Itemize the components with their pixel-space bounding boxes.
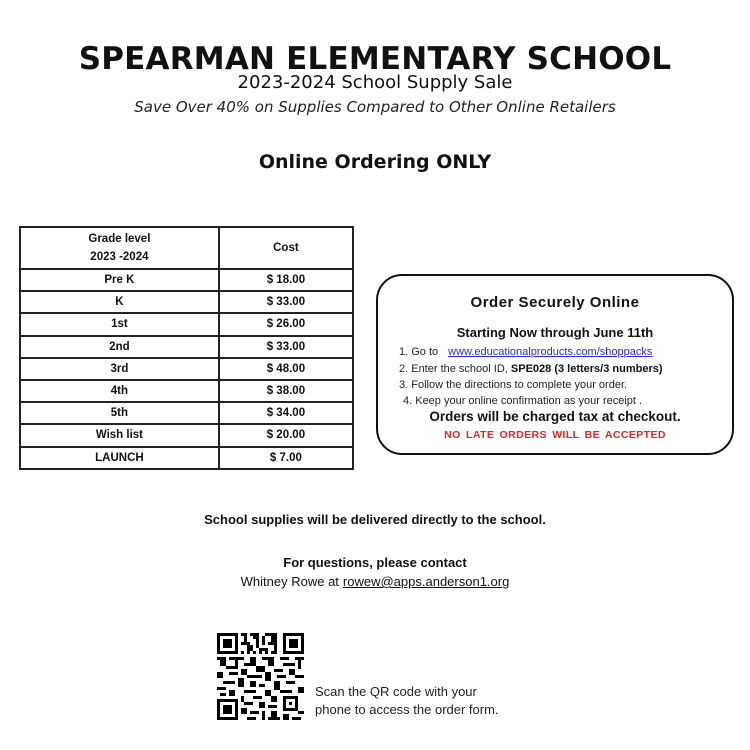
- table-row: [20, 291, 353, 313]
- savings-tagline: Save Over 40% on Supplies Compared to Other Online Retailers: [134, 98, 616, 116]
- late-orders-notice: NO LATE ORDERS WILL BE ACCEPTED: [444, 429, 666, 441]
- grade-cell: 2nd: [20, 336, 219, 358]
- cost-cell: $ 33.00: [219, 336, 353, 358]
- cost-cell: $ 26.00: [219, 313, 353, 335]
- cost-header: Cost: [219, 227, 353, 269]
- contact-email-link[interactable]: rowew@apps.anderson1.org: [342, 574, 510, 589]
- qr-caption-line-1: Scan the QR code with your: [315, 684, 477, 699]
- order-step-4: 4. Keep your online confirmation as your receipt .: [403, 395, 643, 407]
- order-step-2: [399, 363, 663, 375]
- table-header-row: [20, 227, 353, 269]
- grade-cell: Wish list: [20, 424, 219, 446]
- qr-caption: [315, 683, 499, 719]
- table-row: [20, 313, 353, 335]
- price-table: [19, 226, 354, 470]
- order-online-box: [376, 274, 734, 455]
- cost-cell: $ 7.00: [219, 447, 353, 469]
- order-box-heading: Order Securely Online: [470, 294, 640, 311]
- grade-level-header: [20, 227, 219, 269]
- grade-year-label: 2023 -2024: [90, 251, 149, 263]
- grade-cell: 1st: [20, 313, 219, 335]
- grade-level-label: Grade level: [88, 233, 151, 245]
- table-row: [20, 402, 353, 424]
- step-2-text: 2. Enter the school ID,: [399, 363, 508, 375]
- table-row: [20, 269, 353, 291]
- table-row: [20, 424, 353, 446]
- grade-cell: 5th: [20, 402, 219, 424]
- table-row: [20, 358, 353, 380]
- cost-cell: $ 38.00: [219, 380, 353, 402]
- step-1-text: 1. Go to: [399, 346, 439, 358]
- grade-cell: Pre K: [20, 269, 219, 291]
- grade-cell: K: [20, 291, 219, 313]
- order-step-3: 3. Follow the directions to complete your order.: [399, 379, 628, 391]
- table-row: [20, 447, 353, 469]
- order-dates: Starting Now through June 11th: [456, 325, 654, 340]
- tax-notice: Orders will be charged tax at checkout.: [429, 409, 681, 424]
- table-row: [20, 380, 353, 402]
- cost-cell: $ 20.00: [219, 424, 353, 446]
- shoppacks-link[interactable]: www.educationalproducts.com/shoppacks: [448, 346, 653, 358]
- qr-code-icon[interactable]: [217, 633, 304, 720]
- school-title: SPEARMAN ELEMENTARY SCHOOL: [78, 41, 672, 77]
- online-ordering-heading: Online Ordering ONLY: [258, 151, 492, 173]
- school-id: SPE028 (3 letters/3 numbers): [510, 363, 663, 375]
- qr-caption-line-2: phone to access the order form.: [315, 702, 499, 717]
- cost-cell: $ 48.00: [219, 358, 353, 380]
- grade-cell: LAUNCH: [20, 447, 219, 469]
- cost-cell: $ 33.00: [219, 291, 353, 313]
- contact-name: Whitney Rowe at: [240, 574, 339, 589]
- order-step-1: [399, 346, 652, 358]
- grade-cell: 3rd: [20, 358, 219, 380]
- sale-subtitle: 2023-2024 School Supply Sale: [237, 72, 513, 93]
- questions-heading: For questions, please contact: [283, 555, 467, 570]
- table-row: [20, 336, 353, 358]
- cost-cell: $ 34.00: [219, 402, 353, 424]
- contact-line: [0, 574, 750, 589]
- grade-cell: 4th: [20, 380, 219, 402]
- delivery-notice: School supplies will be delivered directly to the school.: [204, 512, 546, 527]
- cost-cell: $ 18.00: [219, 269, 353, 291]
